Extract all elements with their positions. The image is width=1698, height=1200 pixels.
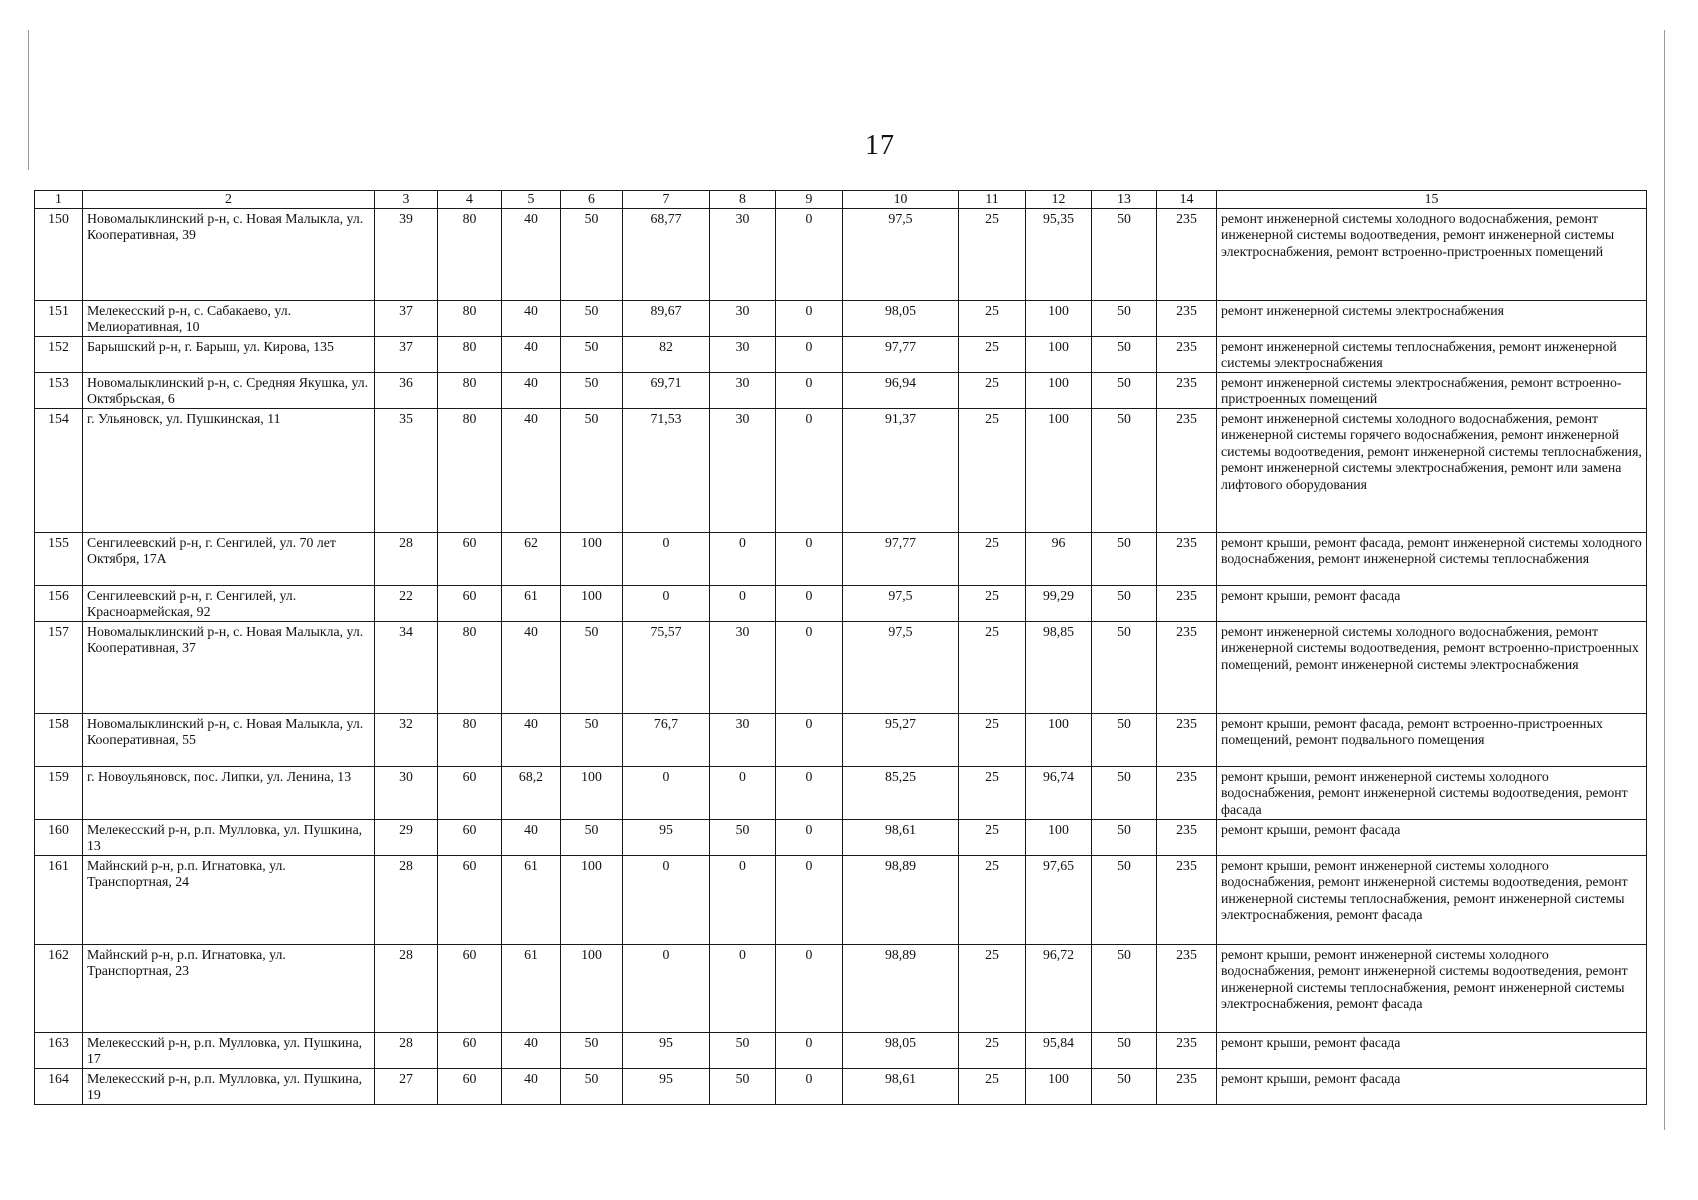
cell-c7: 95	[623, 1068, 710, 1104]
address-cell: Барышский р-н, г. Барыш, ул. Кирова, 135	[83, 336, 375, 372]
cell-c11: 25	[959, 336, 1026, 372]
cell-c4: 60	[438, 766, 502, 819]
cell-c14: 235	[1157, 585, 1217, 621]
cell-c10: 98,05	[843, 300, 959, 336]
cell-c11: 25	[959, 713, 1026, 766]
cell-c4: 60	[438, 855, 502, 944]
table-row	[35, 532, 1647, 585]
cell-c9: 0	[776, 585, 843, 621]
cell-c13: 50	[1092, 621, 1157, 713]
cell-c14: 235	[1157, 336, 1217, 372]
column-header-10: 10	[843, 191, 959, 209]
row-number-cell: 152	[35, 336, 83, 372]
row-number-cell: 156	[35, 585, 83, 621]
cell-c3: 28	[375, 855, 438, 944]
page-number: 17	[865, 130, 895, 161]
cell-c4: 80	[438, 208, 502, 300]
row-number-cell: 158	[35, 713, 83, 766]
cell-c13: 50	[1092, 336, 1157, 372]
row-number-cell: 161	[35, 855, 83, 944]
cell-c3: 28	[375, 532, 438, 585]
cell-c11: 25	[959, 532, 1026, 585]
cell-c7: 71,53	[623, 408, 710, 532]
cell-c5: 61	[502, 855, 561, 944]
works-cell: ремонт инженерной системы теплоснабжения, ремонт инженерной системы электроснабжения	[1217, 336, 1647, 372]
cell-c14: 235	[1157, 819, 1217, 855]
cell-c5: 40	[502, 1068, 561, 1104]
cell-c9: 0	[776, 944, 843, 1032]
cell-c6: 50	[561, 336, 623, 372]
works-cell: ремонт инженерной системы холодного водоснабжения, ремонт инженерной системы горячего водоснабжения, ремонт инженерной системы водоотведения, ремонт инженерной системы теплоснабжения, ремонт инженерной системы электроснабжения, ремонт или замена лифтового оборудования	[1217, 408, 1647, 532]
cell-c5: 61	[502, 944, 561, 1032]
cell-c3: 29	[375, 819, 438, 855]
column-header-7: 7	[623, 191, 710, 209]
cell-c7: 76,7	[623, 713, 710, 766]
cell-c3: 35	[375, 408, 438, 532]
cell-c10: 98,61	[843, 1068, 959, 1104]
cell-c10: 97,5	[843, 621, 959, 713]
cell-c7: 0	[623, 532, 710, 585]
column-header-2: 2	[83, 191, 375, 209]
cell-c6: 50	[561, 621, 623, 713]
cell-c3: 28	[375, 944, 438, 1032]
works-cell: ремонт крыши, ремонт фасада, ремонт встроенно-пристроенных помещений, ремонт подвального помещения	[1217, 713, 1647, 766]
cell-c11: 25	[959, 372, 1026, 408]
cell-c5: 40	[502, 621, 561, 713]
cell-c11: 25	[959, 621, 1026, 713]
works-cell: ремонт крыши, ремонт инженерной системы холодного водоснабжения, ремонт инженерной системы водоотведения, ремонт инженерной системы теплоснабжения, ремонт инженерной системы электроснабжения, ремонт фасада	[1217, 855, 1647, 944]
cell-c13: 50	[1092, 208, 1157, 300]
cell-c6: 50	[561, 408, 623, 532]
cell-c6: 100	[561, 585, 623, 621]
cell-c8: 50	[710, 1068, 776, 1104]
table-row	[35, 819, 1647, 855]
cell-c9: 0	[776, 408, 843, 532]
cell-c8: 0	[710, 855, 776, 944]
works-cell: ремонт инженерной системы холодного водоснабжения, ремонт инженерной системы водоотведения, ремонт инженерной системы электроснабжения, ремонт встроенно-пристроенных помещений	[1217, 208, 1647, 300]
cell-c13: 50	[1092, 1068, 1157, 1104]
works-cell: ремонт крыши, ремонт фасада	[1217, 1068, 1647, 1104]
cell-c14: 235	[1157, 208, 1217, 300]
cell-c5: 62	[502, 532, 561, 585]
cell-c9: 0	[776, 532, 843, 585]
cell-c11: 25	[959, 1032, 1026, 1068]
cell-c8: 50	[710, 819, 776, 855]
cell-c12: 99,29	[1026, 585, 1092, 621]
row-number-cell: 162	[35, 944, 83, 1032]
address-cell: Новомалыклинский р-н, с. Средняя Якушка, ул. Октябрьская, 6	[83, 372, 375, 408]
cell-c7: 95	[623, 1032, 710, 1068]
works-cell: ремонт инженерной системы электроснабжения, ремонт встроенно-пристроенных помещений	[1217, 372, 1647, 408]
cell-c7: 89,67	[623, 300, 710, 336]
registry-table	[34, 190, 1647, 1105]
cell-c13: 50	[1092, 585, 1157, 621]
cell-c12: 96,74	[1026, 766, 1092, 819]
row-number-cell: 159	[35, 766, 83, 819]
cell-c14: 235	[1157, 408, 1217, 532]
cell-c13: 50	[1092, 408, 1157, 532]
cell-c5: 40	[502, 819, 561, 855]
cell-c3: 28	[375, 1032, 438, 1068]
cell-c12: 100	[1026, 372, 1092, 408]
cell-c9: 0	[776, 855, 843, 944]
column-header-8: 8	[710, 191, 776, 209]
cell-c6: 50	[561, 819, 623, 855]
cell-c3: 34	[375, 621, 438, 713]
cell-c13: 50	[1092, 819, 1157, 855]
column-header-15: 15	[1217, 191, 1647, 209]
cell-c10: 98,05	[843, 1032, 959, 1068]
cell-c6: 50	[561, 300, 623, 336]
cell-c9: 0	[776, 713, 843, 766]
cell-c5: 40	[502, 300, 561, 336]
cell-c11: 25	[959, 855, 1026, 944]
cell-c6: 50	[561, 1068, 623, 1104]
table-row	[35, 621, 1647, 713]
cell-c8: 30	[710, 621, 776, 713]
cell-c6: 50	[561, 1032, 623, 1068]
cell-c9: 0	[776, 372, 843, 408]
cell-c9: 0	[776, 621, 843, 713]
cell-c13: 50	[1092, 944, 1157, 1032]
cell-c4: 60	[438, 532, 502, 585]
cell-c6: 50	[561, 208, 623, 300]
table-body	[35, 208, 1647, 1104]
cell-c12: 100	[1026, 300, 1092, 336]
address-cell: Мелекесский р-н, р.п. Мулловка, ул. Пушкина, 17	[83, 1032, 375, 1068]
registry-table-container	[34, 190, 1646, 1105]
cell-c6: 50	[561, 713, 623, 766]
cell-c14: 235	[1157, 621, 1217, 713]
cell-c8: 30	[710, 208, 776, 300]
cell-c3: 32	[375, 713, 438, 766]
row-number-cell: 163	[35, 1032, 83, 1068]
address-cell: Мелекесский р-н, с. Сабакаево, ул. Мелиоративная, 10	[83, 300, 375, 336]
cell-c9: 0	[776, 1068, 843, 1104]
table-row	[35, 1068, 1647, 1104]
table-row	[35, 766, 1647, 819]
cell-c14: 235	[1157, 713, 1217, 766]
cell-c7: 69,71	[623, 372, 710, 408]
cell-c14: 235	[1157, 1068, 1217, 1104]
cell-c10: 97,77	[843, 336, 959, 372]
cell-c10: 95,27	[843, 713, 959, 766]
cell-c5: 61	[502, 585, 561, 621]
address-cell: Сенгилеевский р-н, г. Сенгилей, ул. Красноармейская, 92	[83, 585, 375, 621]
cell-c14: 235	[1157, 855, 1217, 944]
works-cell: ремонт крыши, ремонт фасада	[1217, 819, 1647, 855]
cell-c4: 80	[438, 372, 502, 408]
column-header-1: 1	[35, 191, 83, 209]
works-cell: ремонт крыши, ремонт фасада	[1217, 585, 1647, 621]
cell-c7: 75,57	[623, 621, 710, 713]
cell-c10: 91,37	[843, 408, 959, 532]
cell-c8: 30	[710, 408, 776, 532]
cell-c7: 95	[623, 819, 710, 855]
cell-c14: 235	[1157, 766, 1217, 819]
table-row	[35, 300, 1647, 336]
address-cell: Майнский р-н, р.п. Игнатовка, ул. Транспортная, 23	[83, 944, 375, 1032]
address-cell: Майнский р-н, р.п. Игнатовка, ул. Транспортная, 24	[83, 855, 375, 944]
cell-c10: 97,77	[843, 532, 959, 585]
cell-c12: 100	[1026, 408, 1092, 532]
address-cell: г. Новоульяновск, пос. Липки, ул. Ленина, 13	[83, 766, 375, 819]
cell-c10: 97,5	[843, 585, 959, 621]
cell-c5: 40	[502, 1032, 561, 1068]
cell-c8: 30	[710, 713, 776, 766]
cell-c11: 25	[959, 1068, 1026, 1104]
cell-c9: 0	[776, 1032, 843, 1068]
row-number-cell: 151	[35, 300, 83, 336]
cell-c14: 235	[1157, 300, 1217, 336]
cell-c8: 30	[710, 372, 776, 408]
cell-c11: 25	[959, 208, 1026, 300]
cell-c10: 97,5	[843, 208, 959, 300]
address-cell: Мелекесский р-н, р.п. Мулловка, ул. Пушкина, 13	[83, 819, 375, 855]
column-header-5: 5	[502, 191, 561, 209]
cell-c10: 85,25	[843, 766, 959, 819]
cell-c9: 0	[776, 819, 843, 855]
cell-c14: 235	[1157, 1032, 1217, 1068]
column-header-3: 3	[375, 191, 438, 209]
row-number-cell: 155	[35, 532, 83, 585]
cell-c4: 80	[438, 300, 502, 336]
cell-c12: 100	[1026, 819, 1092, 855]
cell-c4: 80	[438, 408, 502, 532]
cell-c7: 0	[623, 766, 710, 819]
cell-c7: 0	[623, 944, 710, 1032]
cell-c6: 50	[561, 372, 623, 408]
cell-c3: 27	[375, 1068, 438, 1104]
column-header-4: 4	[438, 191, 502, 209]
cell-c6: 100	[561, 944, 623, 1032]
cell-c7: 68,77	[623, 208, 710, 300]
column-header-14: 14	[1157, 191, 1217, 209]
cell-c12: 100	[1026, 713, 1092, 766]
column-header-13: 13	[1092, 191, 1157, 209]
cell-c3: 22	[375, 585, 438, 621]
cell-c5: 40	[502, 408, 561, 532]
cell-c5: 68,2	[502, 766, 561, 819]
cell-c3: 37	[375, 336, 438, 372]
table-row	[35, 944, 1647, 1032]
cell-c13: 50	[1092, 855, 1157, 944]
cell-c3: 30	[375, 766, 438, 819]
cell-c9: 0	[776, 336, 843, 372]
row-number-cell: 164	[35, 1068, 83, 1104]
table-row	[35, 336, 1647, 372]
cell-c12: 95,35	[1026, 208, 1092, 300]
cell-c5: 40	[502, 208, 561, 300]
cell-c13: 50	[1092, 1032, 1157, 1068]
row-number-cell: 160	[35, 819, 83, 855]
cell-c11: 25	[959, 819, 1026, 855]
address-cell: Новомалыклинский р-н, с. Новая Малыкла, ул. Кооперативная, 55	[83, 713, 375, 766]
table-row	[35, 1032, 1647, 1068]
cell-c12: 98,85	[1026, 621, 1092, 713]
cell-c9: 0	[776, 208, 843, 300]
works-cell: ремонт инженерной системы электроснабжения	[1217, 300, 1647, 336]
cell-c12: 100	[1026, 1068, 1092, 1104]
cell-c4: 80	[438, 713, 502, 766]
cell-c10: 98,89	[843, 855, 959, 944]
cell-c6: 100	[561, 766, 623, 819]
table-row	[35, 408, 1647, 532]
table-row	[35, 585, 1647, 621]
address-cell: Новомалыклинский р-н, с. Новая Малыкла, ул. Кооперативная, 37	[83, 621, 375, 713]
cell-c12: 96,72	[1026, 944, 1092, 1032]
cell-c5: 40	[502, 336, 561, 372]
cell-c8: 0	[710, 532, 776, 585]
cell-c8: 50	[710, 1032, 776, 1068]
cell-c8: 30	[710, 300, 776, 336]
cell-c7: 0	[623, 855, 710, 944]
cell-c8: 0	[710, 766, 776, 819]
cell-c4: 60	[438, 585, 502, 621]
cell-c4: 60	[438, 1032, 502, 1068]
address-cell: Сенгилеевский р-н, г. Сенгилей, ул. 70 лет Октября, 17А	[83, 532, 375, 585]
cell-c11: 25	[959, 766, 1026, 819]
cell-c14: 235	[1157, 944, 1217, 1032]
cell-c10: 96,94	[843, 372, 959, 408]
works-cell: ремонт инженерной системы холодного водоснабжения, ремонт инженерной системы водоотведения, ремонт встроенно-пристроенных помещений, ремонт инженерной системы электроснабжения	[1217, 621, 1647, 713]
cell-c10: 98,61	[843, 819, 959, 855]
works-cell: ремонт крыши, ремонт инженерной системы холодного водоснабжения, ремонт инженерной системы водоотведения, ремонт инженерной системы теплоснабжения, ремонт инженерной системы электроснабжения, ремонт фасада	[1217, 944, 1647, 1032]
cell-c12: 96	[1026, 532, 1092, 585]
cell-c12: 100	[1026, 336, 1092, 372]
cell-c7: 82	[623, 336, 710, 372]
cell-c13: 50	[1092, 300, 1157, 336]
cell-c14: 235	[1157, 372, 1217, 408]
cell-c13: 50	[1092, 766, 1157, 819]
cell-c11: 25	[959, 408, 1026, 532]
cell-c9: 0	[776, 300, 843, 336]
cell-c14: 235	[1157, 532, 1217, 585]
cell-c3: 36	[375, 372, 438, 408]
cell-c6: 100	[561, 855, 623, 944]
cell-c4: 80	[438, 621, 502, 713]
column-header-9: 9	[776, 191, 843, 209]
table-row	[35, 855, 1647, 944]
cell-c8: 0	[710, 944, 776, 1032]
works-cell: ремонт крыши, ремонт фасада, ремонт инженерной системы холодного водоснабжения, ремонт инженерной системы теплоснабжения	[1217, 532, 1647, 585]
cell-c3: 39	[375, 208, 438, 300]
table-row	[35, 713, 1647, 766]
row-number-cell: 150	[35, 208, 83, 300]
cell-c5: 40	[502, 713, 561, 766]
cell-c12: 95,84	[1026, 1032, 1092, 1068]
cell-c8: 0	[710, 585, 776, 621]
works-cell: ремонт крыши, ремонт фасада	[1217, 1032, 1647, 1068]
cell-c4: 60	[438, 1068, 502, 1104]
row-number-cell: 157	[35, 621, 83, 713]
address-cell: Мелекесский р-н, р.п. Мулловка, ул. Пушкина, 19	[83, 1068, 375, 1104]
column-header-6: 6	[561, 191, 623, 209]
cell-c7: 0	[623, 585, 710, 621]
cell-c5: 40	[502, 372, 561, 408]
row-number-cell: 153	[35, 372, 83, 408]
works-cell: ремонт крыши, ремонт инженерной системы холодного водоснабжения, ремонт инженерной системы водоотведения, ремонт фасада	[1217, 766, 1647, 819]
cell-c11: 25	[959, 585, 1026, 621]
column-number-row	[35, 191, 1647, 209]
column-header-12: 12	[1026, 191, 1092, 209]
cell-c13: 50	[1092, 372, 1157, 408]
row-number-cell: 154	[35, 408, 83, 532]
cell-c9: 0	[776, 766, 843, 819]
column-header-11: 11	[959, 191, 1026, 209]
cell-c13: 50	[1092, 713, 1157, 766]
cell-c11: 25	[959, 300, 1026, 336]
cell-c12: 97,65	[1026, 855, 1092, 944]
address-cell: г. Ульяновск, ул. Пушкинская, 11	[83, 408, 375, 532]
cell-c11: 25	[959, 944, 1026, 1032]
cell-c6: 100	[561, 532, 623, 585]
cell-c4: 80	[438, 336, 502, 372]
cell-c10: 98,89	[843, 944, 959, 1032]
table-row	[35, 208, 1647, 300]
scan-right-edge	[1664, 30, 1665, 1130]
table-row	[35, 372, 1647, 408]
cell-c3: 37	[375, 300, 438, 336]
cell-c4: 60	[438, 944, 502, 1032]
cell-c4: 60	[438, 819, 502, 855]
cell-c13: 50	[1092, 532, 1157, 585]
address-cell: Новомалыклинский р-н, с. Новая Малыкла, ул. Кооперативная, 39	[83, 208, 375, 300]
cell-c8: 30	[710, 336, 776, 372]
